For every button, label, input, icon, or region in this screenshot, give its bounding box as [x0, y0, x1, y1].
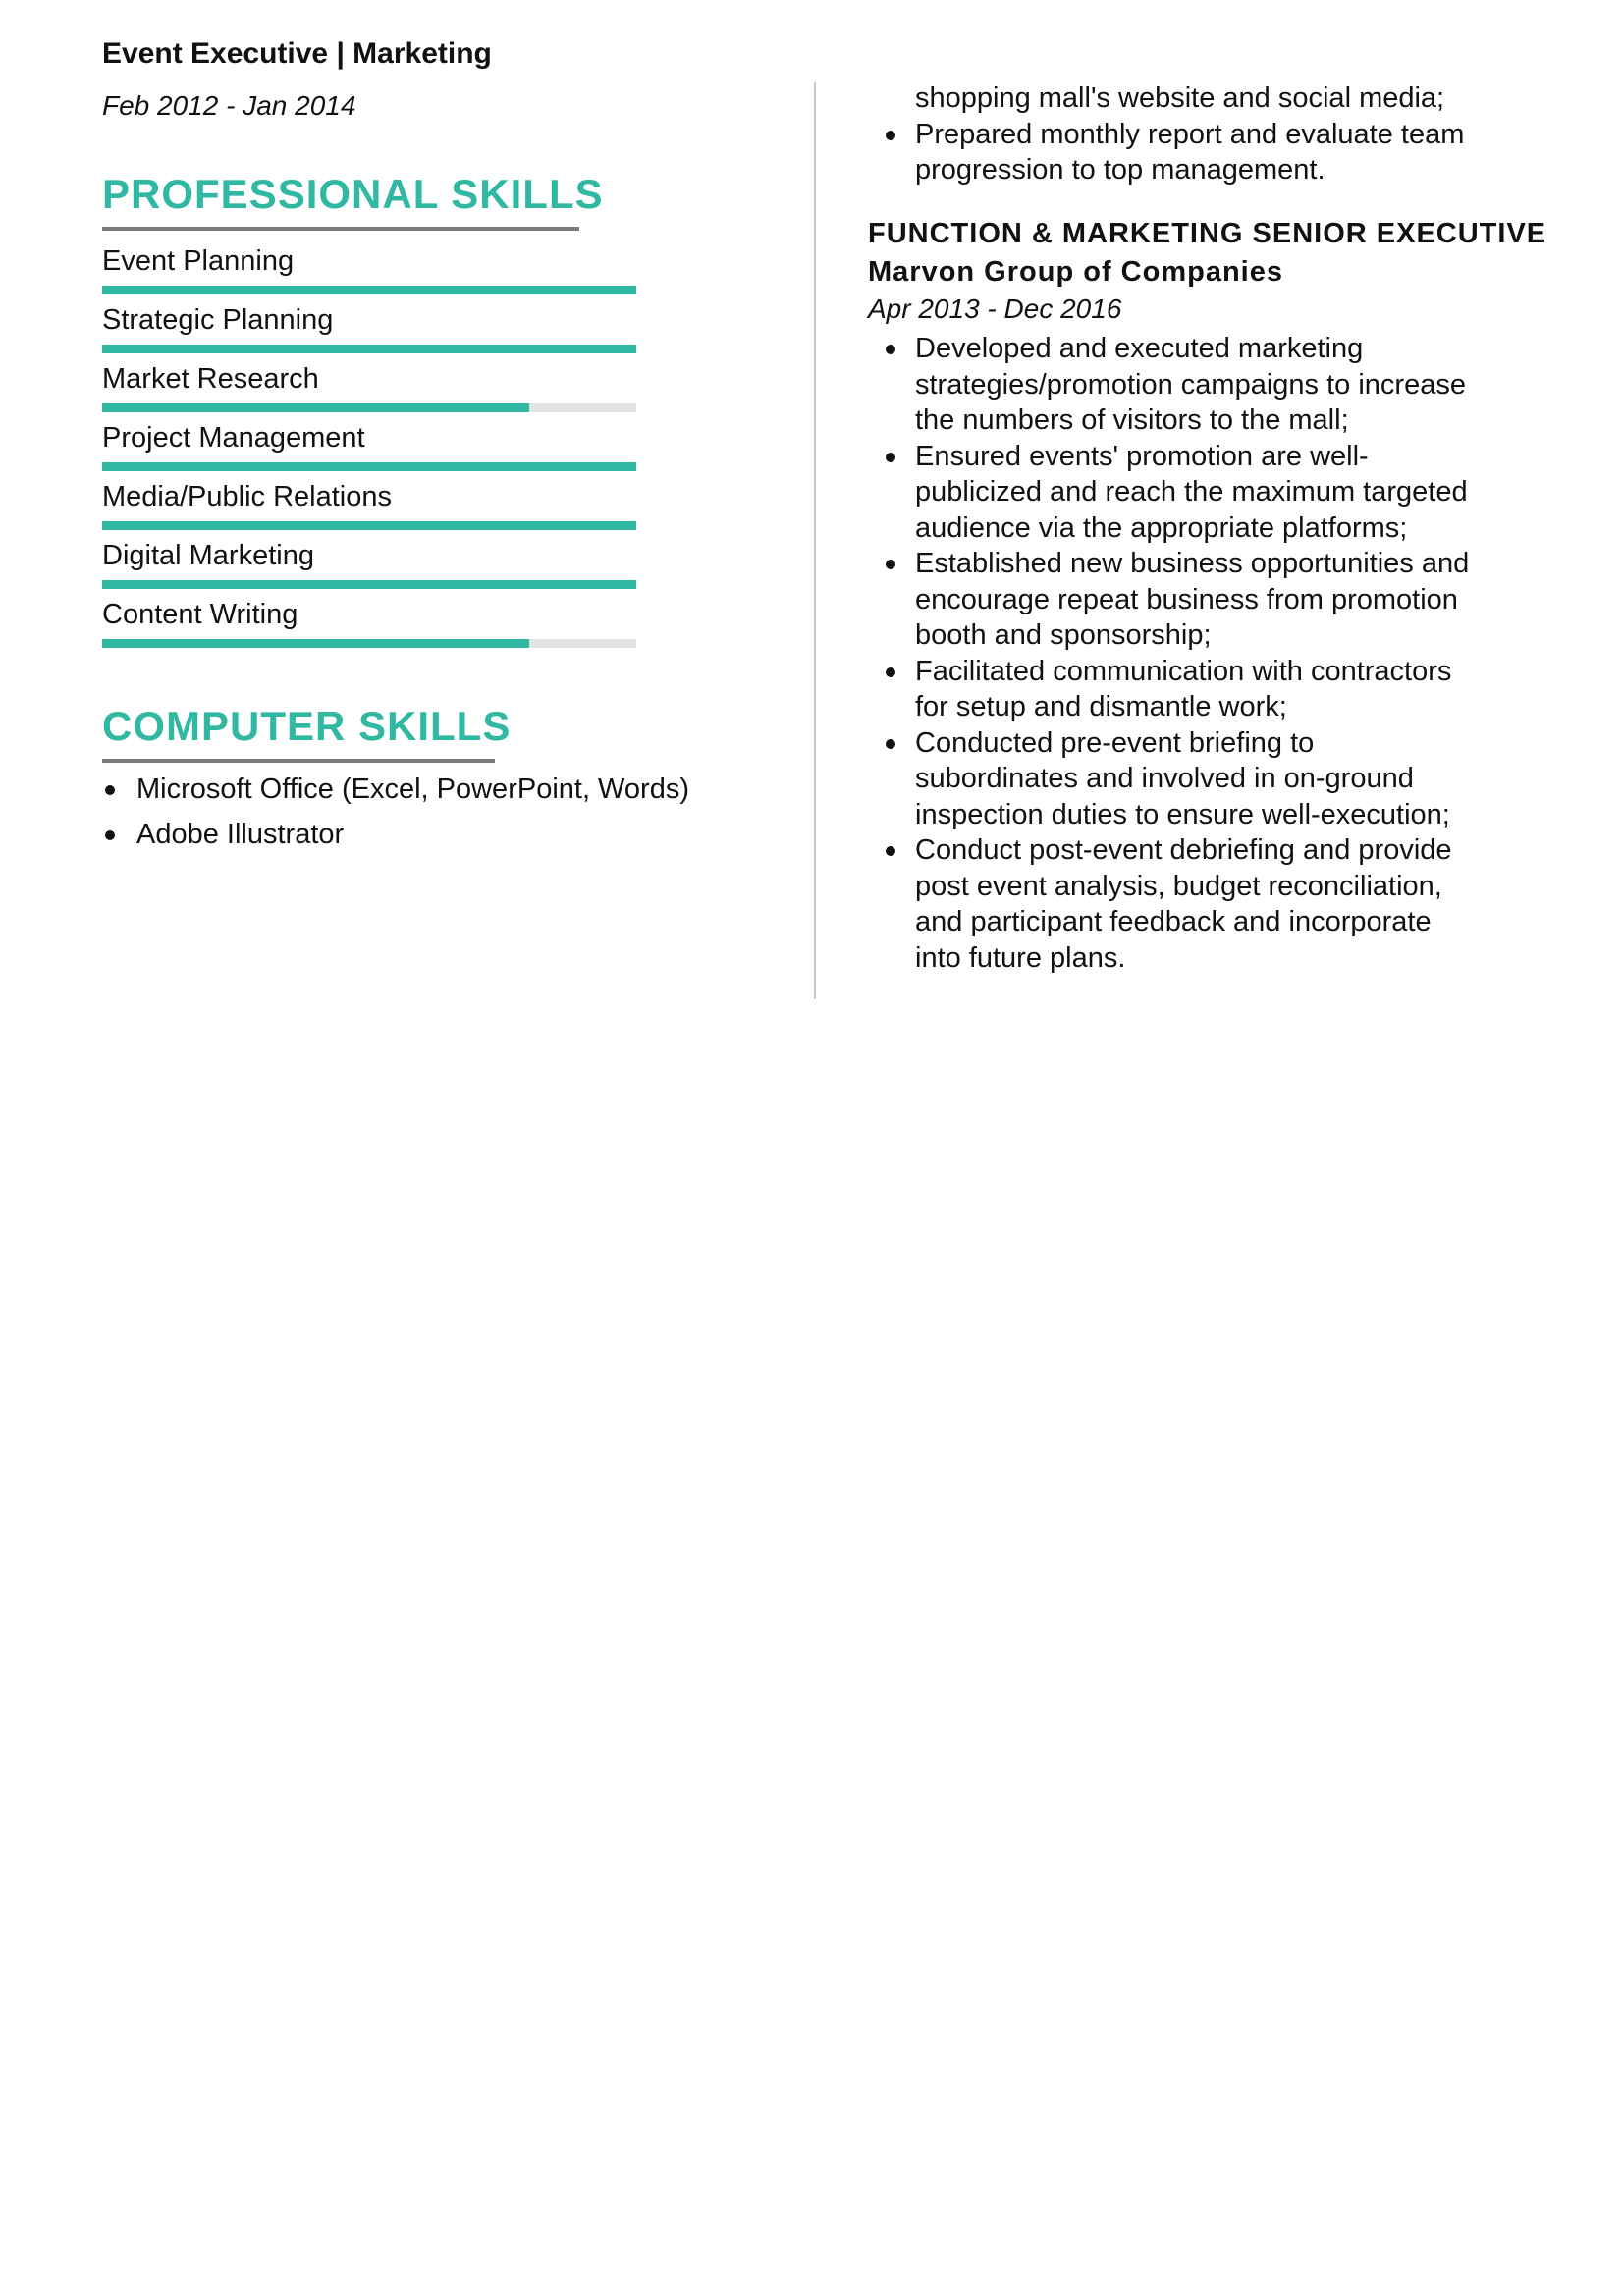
bullet-text: Ensured events' promotion are well-publicized and reach the maximum targeted audience via the appropriate platforms; — [915, 440, 1468, 544]
bullet-dot — [886, 345, 895, 354]
list-item — [868, 832, 1485, 976]
skill-name: Digital Marketing — [102, 540, 314, 571]
professional-skills-rule — [102, 227, 579, 231]
job-bullets — [868, 331, 1485, 976]
bullet-dot — [886, 131, 895, 140]
list-item — [868, 80, 1485, 117]
bullet-continuation-text: shopping mall's website and social media; — [915, 82, 1445, 114]
skill-row — [102, 359, 636, 418]
skill-level-fill — [102, 286, 636, 294]
skill-level-fill — [102, 403, 529, 412]
bullet-text: Conducted pre-event briefing to subordinates and involved in on-ground inspection duties to ensure well-execution; — [915, 726, 1450, 830]
bullet-dot — [886, 739, 895, 749]
list-item — [868, 654, 1485, 725]
skill-row — [102, 241, 636, 300]
previous-job-date: Feb 2012 - Jan 2014 — [102, 90, 356, 121]
skill-level-track — [102, 639, 636, 648]
bullet-dot — [886, 453, 895, 462]
skill-row — [102, 477, 636, 536]
skill-row — [102, 300, 636, 359]
company-name: Marvon Group of Companies — [868, 256, 1283, 288]
job-title: FUNCTION & MARKETING SENIOR EXECUTIVE — [868, 218, 1547, 249]
skill-level-track — [102, 286, 636, 294]
list-item — [102, 817, 689, 852]
computer-skills-heading: COMPUTER SKILLS — [102, 703, 512, 749]
bullet-dot — [886, 560, 895, 569]
previous-job-title-cut — [102, 37, 632, 71]
list-item — [868, 439, 1485, 547]
skill-row — [102, 595, 636, 654]
bullet-text: Facilitated communication with contractors for setup and dismantle work; — [915, 655, 1452, 722]
skill-level-fill — [102, 462, 636, 471]
skill-name: Market Research — [102, 363, 319, 395]
skill-level-track — [102, 462, 636, 471]
skill-name: Strategic Planning — [102, 304, 334, 336]
skill-name: Media/Public Relations — [102, 481, 392, 512]
column-divider — [814, 82, 816, 999]
list-item — [102, 772, 689, 807]
skill-level-track — [102, 403, 636, 412]
skill-level-track — [102, 345, 636, 353]
skill-name: Event Planning — [102, 245, 295, 277]
skill-level-fill — [102, 521, 636, 530]
list-item — [868, 546, 1485, 654]
list-item — [868, 725, 1485, 833]
previous-job-bullets — [868, 80, 1485, 188]
skill-level-fill — [102, 580, 636, 589]
list-item — [868, 331, 1485, 439]
bullet-text: Developed and executed marketing strategies/promotion campaigns to increase the numbers of visitors to the mall; — [915, 333, 1466, 436]
skill-name: Project Management — [102, 422, 365, 454]
computer-skills-list — [102, 772, 689, 862]
skill-level-fill — [102, 345, 636, 353]
professional-skills-list — [102, 241, 636, 654]
job-date: Apr 2013 - Dec 2016 — [868, 294, 1122, 324]
skill-row — [102, 536, 636, 595]
bullet-text: Prepared monthly report and evaluate team progression to top management. — [915, 118, 1465, 186]
bullet-dot — [105, 785, 115, 795]
computer-skills-rule — [102, 759, 495, 763]
bullet-dot — [105, 830, 115, 840]
bullet-dot — [886, 846, 895, 856]
skill-level-fill — [102, 639, 529, 648]
list-item — [868, 117, 1485, 188]
bullet-dot — [886, 667, 895, 677]
computer-skill-text: Adobe Illustrator — [136, 819, 345, 850]
computer-skill-text: Microsoft Office (Excel, PowerPoint, Words) — [136, 774, 689, 805]
previous-job-title-text: Event Executive | Marketing — [102, 37, 492, 70]
skill-row — [102, 418, 636, 477]
skill-level-track — [102, 521, 636, 530]
skill-name: Content Writing — [102, 599, 298, 630]
bullet-text: Established new business opportunities and encourage repeat business from promotion booth and sponsorship; — [915, 548, 1470, 651]
bullet-text: Conduct post-event debriefing and provide post event analysis, budget reconciliation, and participant feedback and incorporate into future plans. — [915, 834, 1452, 974]
skill-level-track — [102, 580, 636, 589]
professional-skills-heading: PROFESSIONAL SKILLS — [102, 171, 604, 217]
